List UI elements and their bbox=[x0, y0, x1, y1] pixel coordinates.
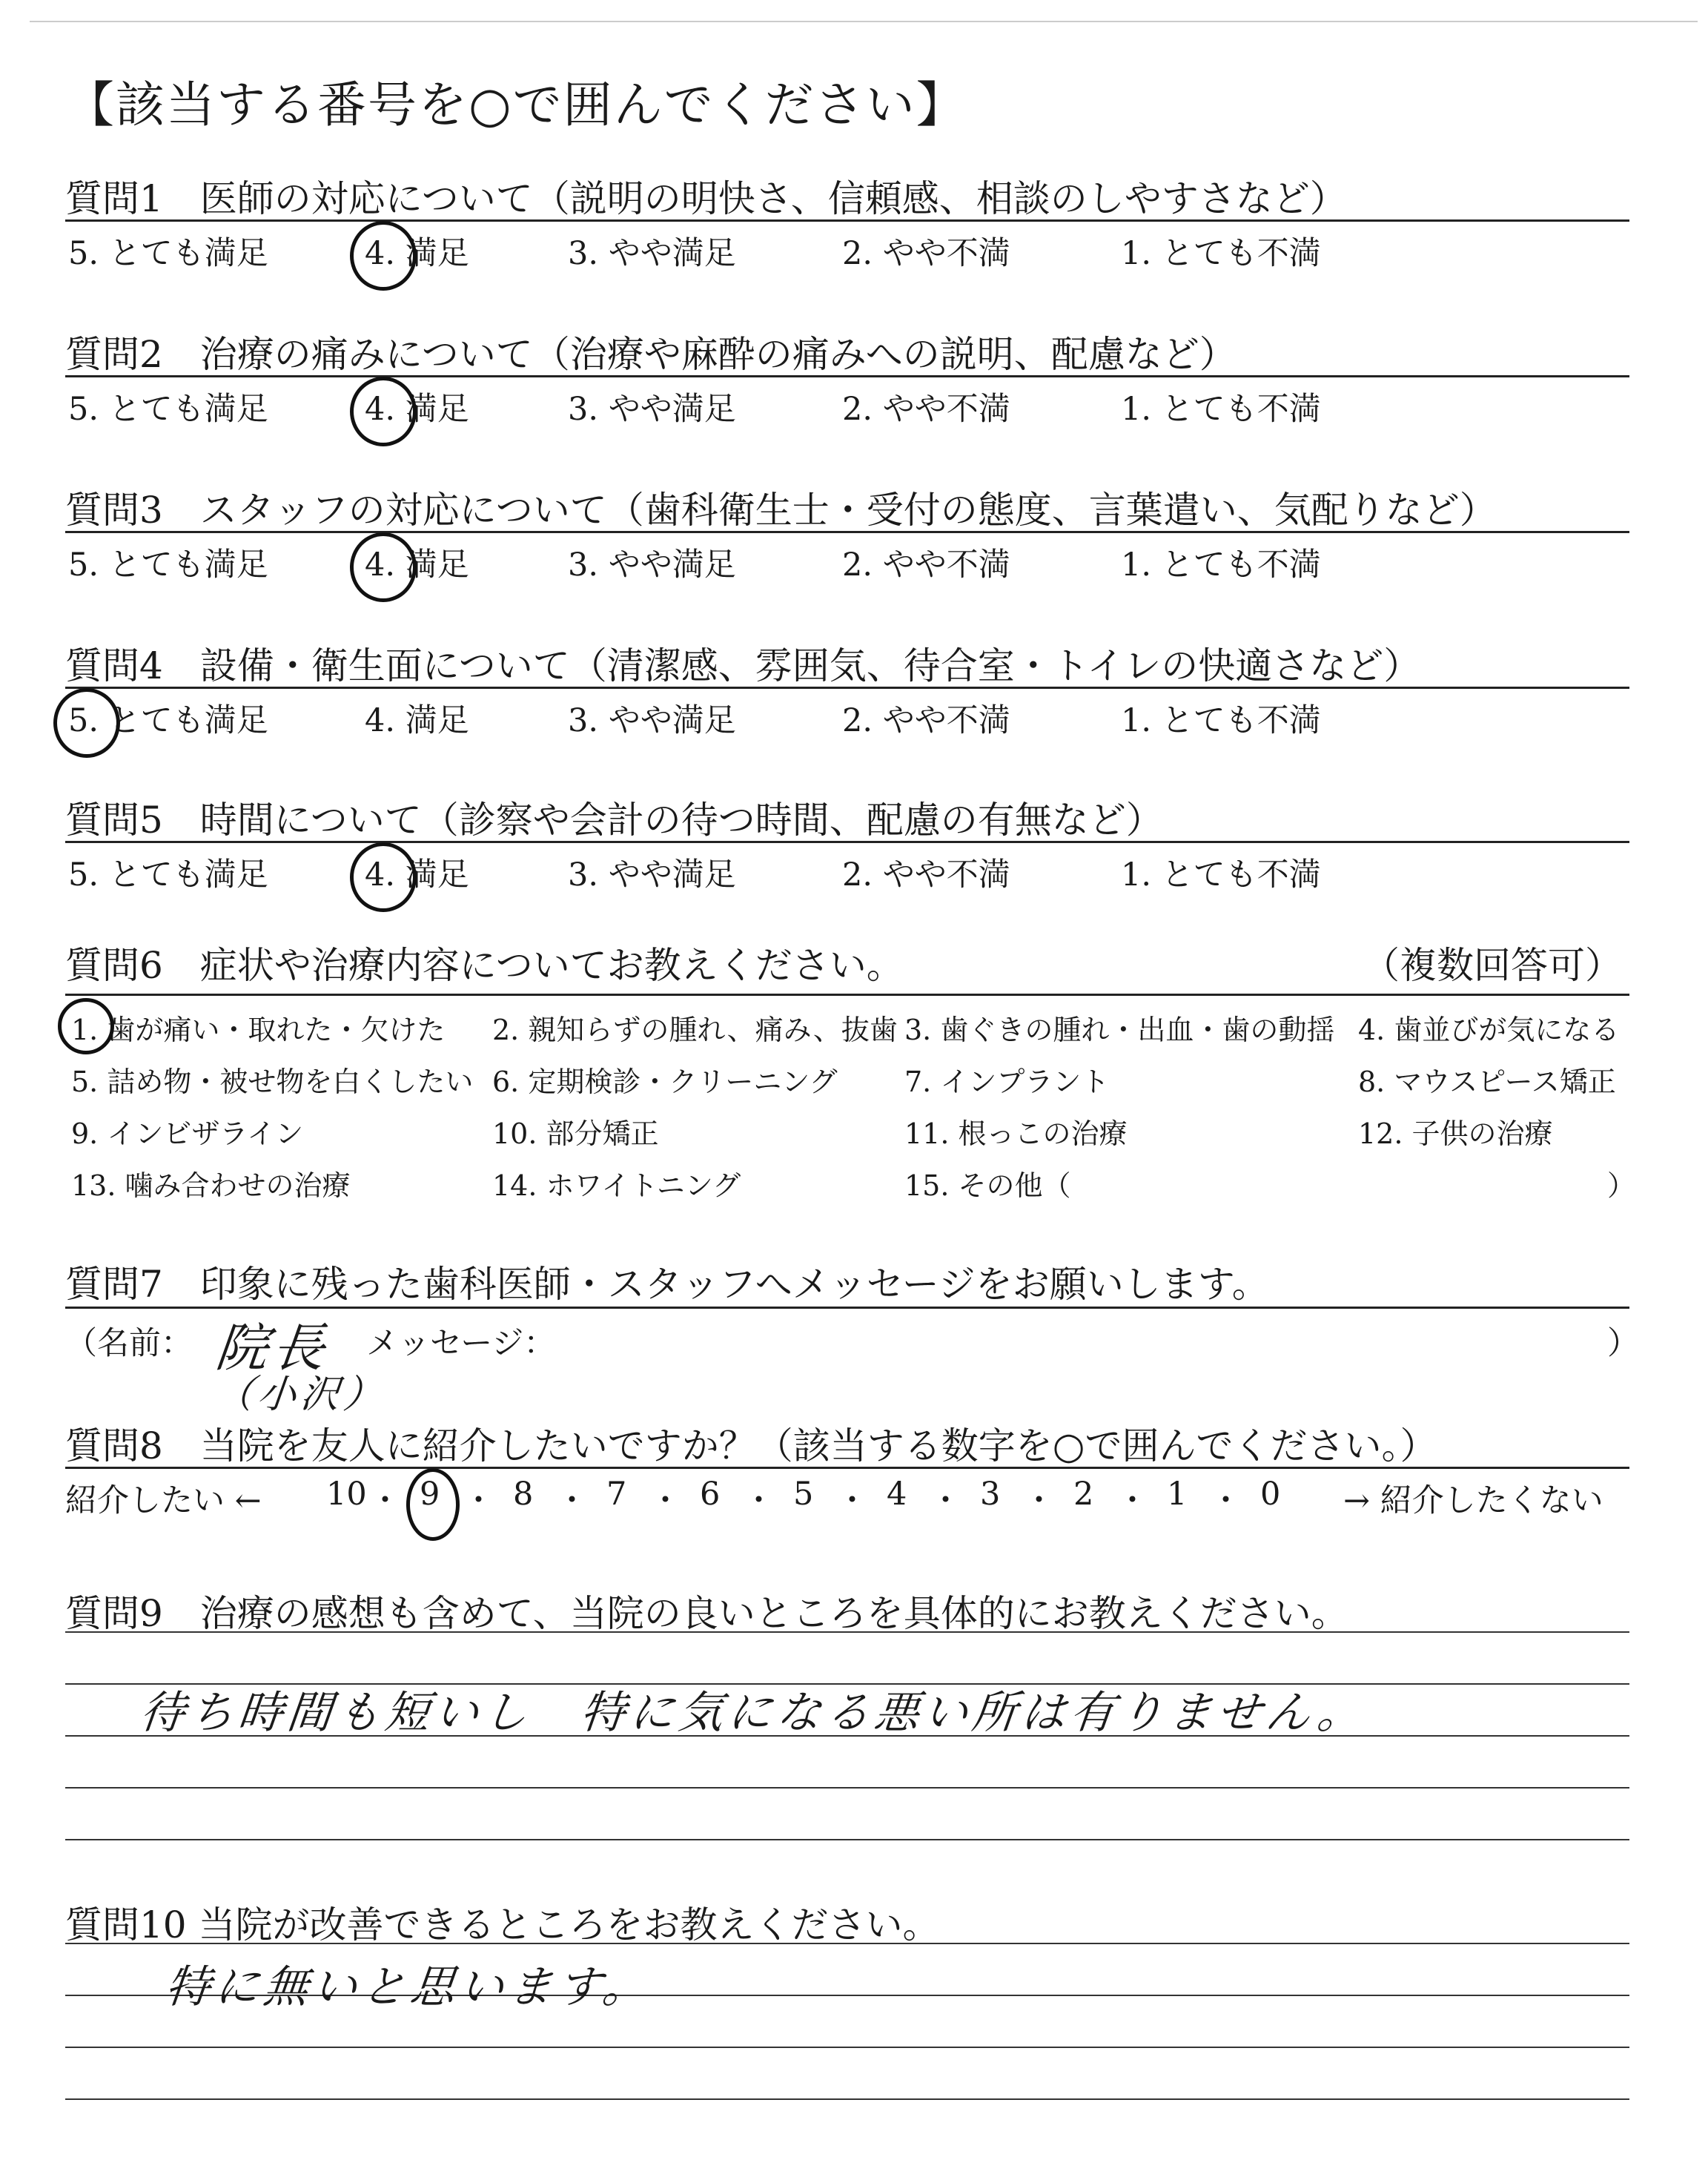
q8-right-label: → 紹介したくない bbox=[1343, 1482, 1603, 1519]
q2-answer-circle bbox=[350, 377, 417, 446]
q6-item-3[interactable]: 3. 歯ぐきの腫れ・出血・歯の動揺 bbox=[904, 1014, 1335, 1046]
q7-handwritten-name: 院長 bbox=[213, 1318, 332, 1378]
q8-scale-8[interactable]: 8 bbox=[513, 1476, 534, 1513]
q3-option-3[interactable]: 3. やや満足 bbox=[568, 546, 736, 584]
q6-title: 質問6 症状や治療内容についてお教えください。 bbox=[65, 944, 904, 987]
q3-option-5[interactable]: 5. とても満足 bbox=[68, 546, 268, 584]
q8-separator-dot: ・ bbox=[369, 1482, 401, 1519]
q2-title: 質問2 治療の痛みについて（治療や麻酔の痛みへの説明、配慮など） bbox=[65, 333, 1237, 376]
q8-rule bbox=[65, 1467, 1629, 1469]
q1-option-3[interactable]: 3. やや満足 bbox=[568, 235, 736, 272]
q4-answer-circle bbox=[53, 688, 120, 758]
q7-title: 質問7 印象に残った歯科医師・スタッフへメッセージをお願いします。 bbox=[65, 1263, 1269, 1306]
q6-item-2[interactable]: 2. 親知らずの腫れ、痛み、抜歯 bbox=[492, 1014, 898, 1046]
page-top-border bbox=[30, 21, 1698, 22]
q5-option-4[interactable]: 4. 満足 bbox=[365, 856, 469, 894]
q2-option-5[interactable]: 5. とても満足 bbox=[68, 391, 268, 428]
q8-separator-dot: ・ bbox=[743, 1482, 775, 1519]
q3-option-4[interactable]: 4. 満足 bbox=[365, 546, 469, 584]
q4-option-1[interactable]: 1. とても不満 bbox=[1121, 702, 1321, 739]
q7-handwritten-name-sub: （小沢） bbox=[212, 1373, 389, 1417]
q6-item-12[interactable]: 12. 子供の治療 bbox=[1358, 1117, 1553, 1150]
q9-line bbox=[65, 1787, 1629, 1789]
q8-title: 質問8 当院を友人に紹介したいですか？（該当する数字を○で囲んでください。） bbox=[65, 1424, 1437, 1467]
q8-separator-dot: ・ bbox=[463, 1482, 494, 1519]
q6-rule bbox=[65, 994, 1629, 996]
q8-scale-1[interactable]: 1 bbox=[1167, 1476, 1188, 1513]
q6-item-1[interactable]: 1. 歯が痛い・取れた・欠けた bbox=[71, 1014, 446, 1046]
q6-item-13[interactable]: 13. 噛み合わせの治療 bbox=[71, 1169, 351, 1202]
q5-option-1[interactable]: 1. とても不満 bbox=[1121, 856, 1321, 894]
q8-scale-6[interactable]: 6 bbox=[700, 1476, 721, 1513]
q6-selected-circle bbox=[58, 998, 114, 1054]
q7-close-paren: ） bbox=[1607, 1325, 1639, 1362]
q4-rule bbox=[65, 687, 1629, 689]
q1-option-2[interactable]: 2. やや不満 bbox=[842, 235, 1010, 272]
q8-separator-dot: ・ bbox=[930, 1482, 961, 1519]
q3-answer-circle bbox=[350, 532, 417, 602]
q6-item-8[interactable]: 8. マウスピース矯正 bbox=[1358, 1066, 1616, 1098]
q9-line bbox=[65, 1839, 1629, 1840]
q3-option-1[interactable]: 1. とても不満 bbox=[1121, 546, 1321, 584]
q2-option-1[interactable]: 1. とても不満 bbox=[1121, 391, 1321, 428]
q7-name-label: （名前： bbox=[65, 1325, 193, 1362]
q2-rule bbox=[65, 375, 1629, 377]
q4-option-4[interactable]: 4. 満足 bbox=[365, 702, 469, 739]
q10-line bbox=[65, 2047, 1629, 2048]
q8-scale-3[interactable]: 3 bbox=[980, 1476, 1001, 1513]
q8-scale-9[interactable]: 9 bbox=[420, 1476, 440, 1513]
q2-option-2[interactable]: 2. やや不満 bbox=[842, 391, 1010, 428]
q1-option-1[interactable]: 1. とても不満 bbox=[1121, 235, 1321, 272]
q6-item-14[interactable]: 14. ホワイトニング bbox=[492, 1169, 741, 1202]
q4-option-3[interactable]: 3. やや満足 bbox=[568, 702, 736, 739]
q8-separator-dot: ・ bbox=[1023, 1482, 1055, 1519]
q6-item-10[interactable]: 10. 部分矯正 bbox=[492, 1117, 659, 1150]
q8-scale-10[interactable]: 10 bbox=[326, 1476, 367, 1513]
q8-selected-circle bbox=[406, 1468, 460, 1541]
q4-option-2[interactable]: 2. やや不満 bbox=[842, 702, 1010, 739]
q2-option-4[interactable]: 4. 満足 bbox=[365, 391, 469, 428]
q8-separator-dot: ・ bbox=[649, 1482, 681, 1519]
q10-handwritten-answer: 特に無いと思います。 bbox=[162, 1961, 655, 2013]
q4-option-5[interactable]: 5. とても満足 bbox=[68, 702, 268, 739]
q3-rule bbox=[65, 531, 1629, 533]
q8-separator-dot: ・ bbox=[1116, 1482, 1148, 1519]
q9-line bbox=[65, 1631, 1629, 1633]
q10-line bbox=[65, 1943, 1629, 1944]
q2-option-3[interactable]: 3. やや満足 bbox=[568, 391, 736, 428]
q6-item-11[interactable]: 11. 根っこの治療 bbox=[904, 1117, 1128, 1150]
q5-rule bbox=[65, 841, 1629, 843]
q5-title: 質問5 時間について（診察や会計の待つ時間、配慮の有無など） bbox=[65, 799, 1163, 842]
q8-separator-dot: ・ bbox=[1210, 1482, 1242, 1519]
q7-message-label: メッセージ： bbox=[366, 1325, 556, 1362]
q10-title: 質問10 当院が改善できるところをお教えください。 bbox=[65, 1903, 940, 1946]
q4-title: 質問4 設備・衛生面について（清潔感、雰囲気、待合室・トイレの快適さなど） bbox=[65, 644, 1421, 687]
q8-left-label: 紹介したい ← bbox=[65, 1482, 262, 1519]
q8-scale-4[interactable]: 4 bbox=[887, 1476, 907, 1513]
q8-separator-dot: ・ bbox=[836, 1482, 868, 1519]
q5-option-5[interactable]: 5. とても満足 bbox=[68, 856, 268, 894]
q6-note: （複数回答可） bbox=[1363, 944, 1622, 987]
q8-scale-5[interactable]: 5 bbox=[793, 1476, 814, 1513]
q9-title: 質問9 治療の感想も含めて、当院の良いところを具体的にお教えください。 bbox=[65, 1592, 1348, 1635]
q1-answer-circle bbox=[350, 221, 417, 291]
q6-item-6[interactable]: 6. 定期検診・クリーニング bbox=[492, 1066, 838, 1098]
q1-rule bbox=[65, 219, 1629, 222]
q6-item-5[interactable]: 5. 詰め物・被せ物を白くしたい bbox=[71, 1066, 474, 1098]
q8-scale-7[interactable]: 7 bbox=[606, 1476, 627, 1513]
page-title: 【該当する番号を○で囲んでください】 bbox=[65, 76, 967, 133]
q6-item-4[interactable]: 4. 歯並びが気になる bbox=[1358, 1014, 1620, 1046]
q10-line bbox=[65, 2098, 1629, 2100]
q6-item-close-paren: ） bbox=[1607, 1169, 1636, 1202]
q6-item-15[interactable]: 15. その他（ bbox=[904, 1169, 1071, 1202]
q6-item-7[interactable]: 7. インプラント bbox=[904, 1066, 1110, 1098]
q3-option-2[interactable]: 2. やや不満 bbox=[842, 546, 1010, 584]
q5-option-2[interactable]: 2. やや不満 bbox=[842, 856, 1010, 894]
q8-separator-dot: ・ bbox=[556, 1482, 588, 1519]
q8-scale-2[interactable]: 2 bbox=[1073, 1476, 1094, 1513]
q1-option-5[interactable]: 5. とても満足 bbox=[68, 235, 268, 272]
q3-title: 質問3 スタッフの対応について（歯科衛生士・受付の態度、言葉遣い、気配りなど） bbox=[65, 489, 1497, 532]
q5-option-3[interactable]: 3. やや満足 bbox=[568, 856, 736, 894]
q8-scale-0[interactable]: 0 bbox=[1260, 1476, 1281, 1513]
q9-handwritten-answer: 待ち時間も短いし 特に気になる悪い所は有りません。 bbox=[137, 1687, 1369, 1739]
q6-item-9[interactable]: 9. インビザライン bbox=[71, 1117, 304, 1150]
q1-option-4[interactable]: 4. 満足 bbox=[365, 235, 469, 272]
q1-title: 質問1 医師の対応について（説明の明快さ、信頼感、相談のしやすさなど） bbox=[65, 177, 1347, 220]
q5-answer-circle bbox=[350, 842, 417, 912]
